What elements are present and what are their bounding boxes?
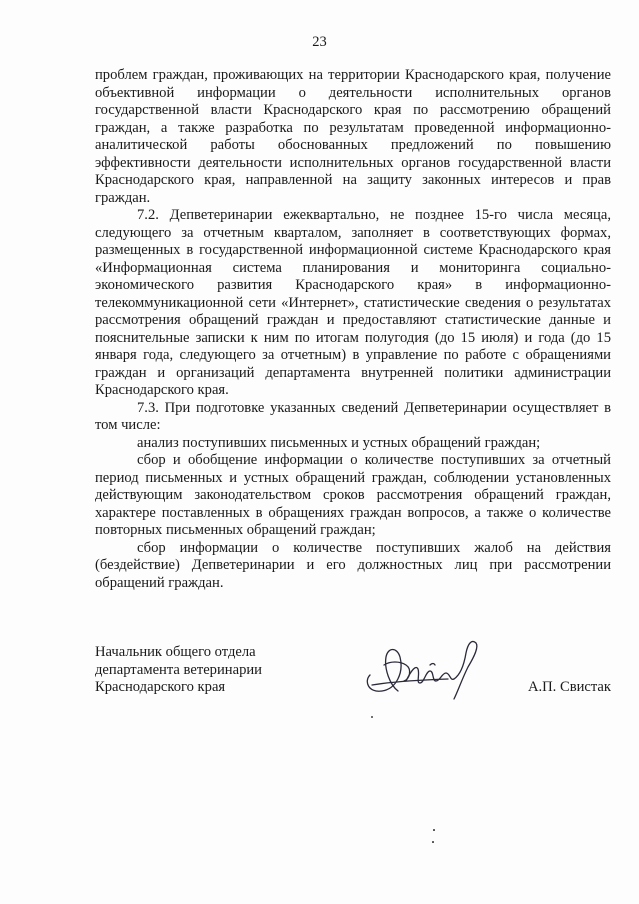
scan-speck bbox=[371, 716, 373, 718]
list-item-collection: сбор и обобщение информации о количестве поступивших за отчетный период письменных и устных обращений граждан, соблюдении установленных действующим законодательством сроков рассмотрения обращений граждан, характере поставленных в обращениях граждан вопросов, а также о количестве повторных письменных обращений граждан; bbox=[95, 452, 611, 538]
list-item-complaints: сбор информации о количестве поступивших жалоб на действия (бездействие) Депветеринарии и его должностных лиц при рассмотрении обращений граждан. bbox=[95, 539, 611, 591]
signatory-position-line: Начальник общего отдела bbox=[95, 644, 256, 660]
paragraph-continuation: проблем граждан, проживающих на территории Краснодарского края, получение объективной информации о деятельности исполнительных органов государственной власти Краснодарского края по рассмотрению обращений граждан, а также разработка по результатам проведенной информационно-аналитической работы обоснованных предложений по повышению эффективности деятельности исполнительных органов государственной власти Краснодарского края, направленной на защиту законных интересов и прав граждан. bbox=[95, 67, 611, 206]
handwritten-signature bbox=[360, 635, 490, 705]
paragraph-7-3: 7.3. При подготовке указанных сведений Депветеринарии осуществляет в том числе: bbox=[95, 399, 611, 433]
signatory-name: А.П. Свистак bbox=[527, 679, 611, 695]
scan-speck bbox=[433, 829, 435, 831]
signature-block bbox=[95, 644, 615, 704]
list-item-analysis: анализ поступивших письменных и устных обращений граждан; bbox=[137, 434, 541, 451]
signatory-position-line: Краснодарского края bbox=[95, 679, 226, 695]
signatory-position-line: департамента ветеринарии bbox=[95, 661, 262, 678]
page-number: 23 bbox=[312, 34, 327, 50]
paragraph-7-2: 7.2. Депветеринарии ежеквартально, не позднее 15-го числа месяца, следующего за отчетным кварталом, заполняет в соответствующих формах, размещенных в государственной информационной системе Краснодарского края «Информационная система планирования и мониторинга социально-экономического развития Краснодарского края» в информационно-телекоммуникационной сети «Интернет», статистические сведения о результатах рассмотрения обращений граждан и предоставляют статистические данные и пояснительные записки к ним по итогам полугодия (до 15 июля) и года (до 15 января года, следующего за отчетным) в управление по работе с обращениями граждан и организаций департамента внутренней политики администрации Краснодарского края. bbox=[95, 207, 611, 398]
scan-speck bbox=[432, 841, 434, 843]
signatory-position bbox=[95, 644, 335, 697]
document-body bbox=[95, 67, 611, 592]
